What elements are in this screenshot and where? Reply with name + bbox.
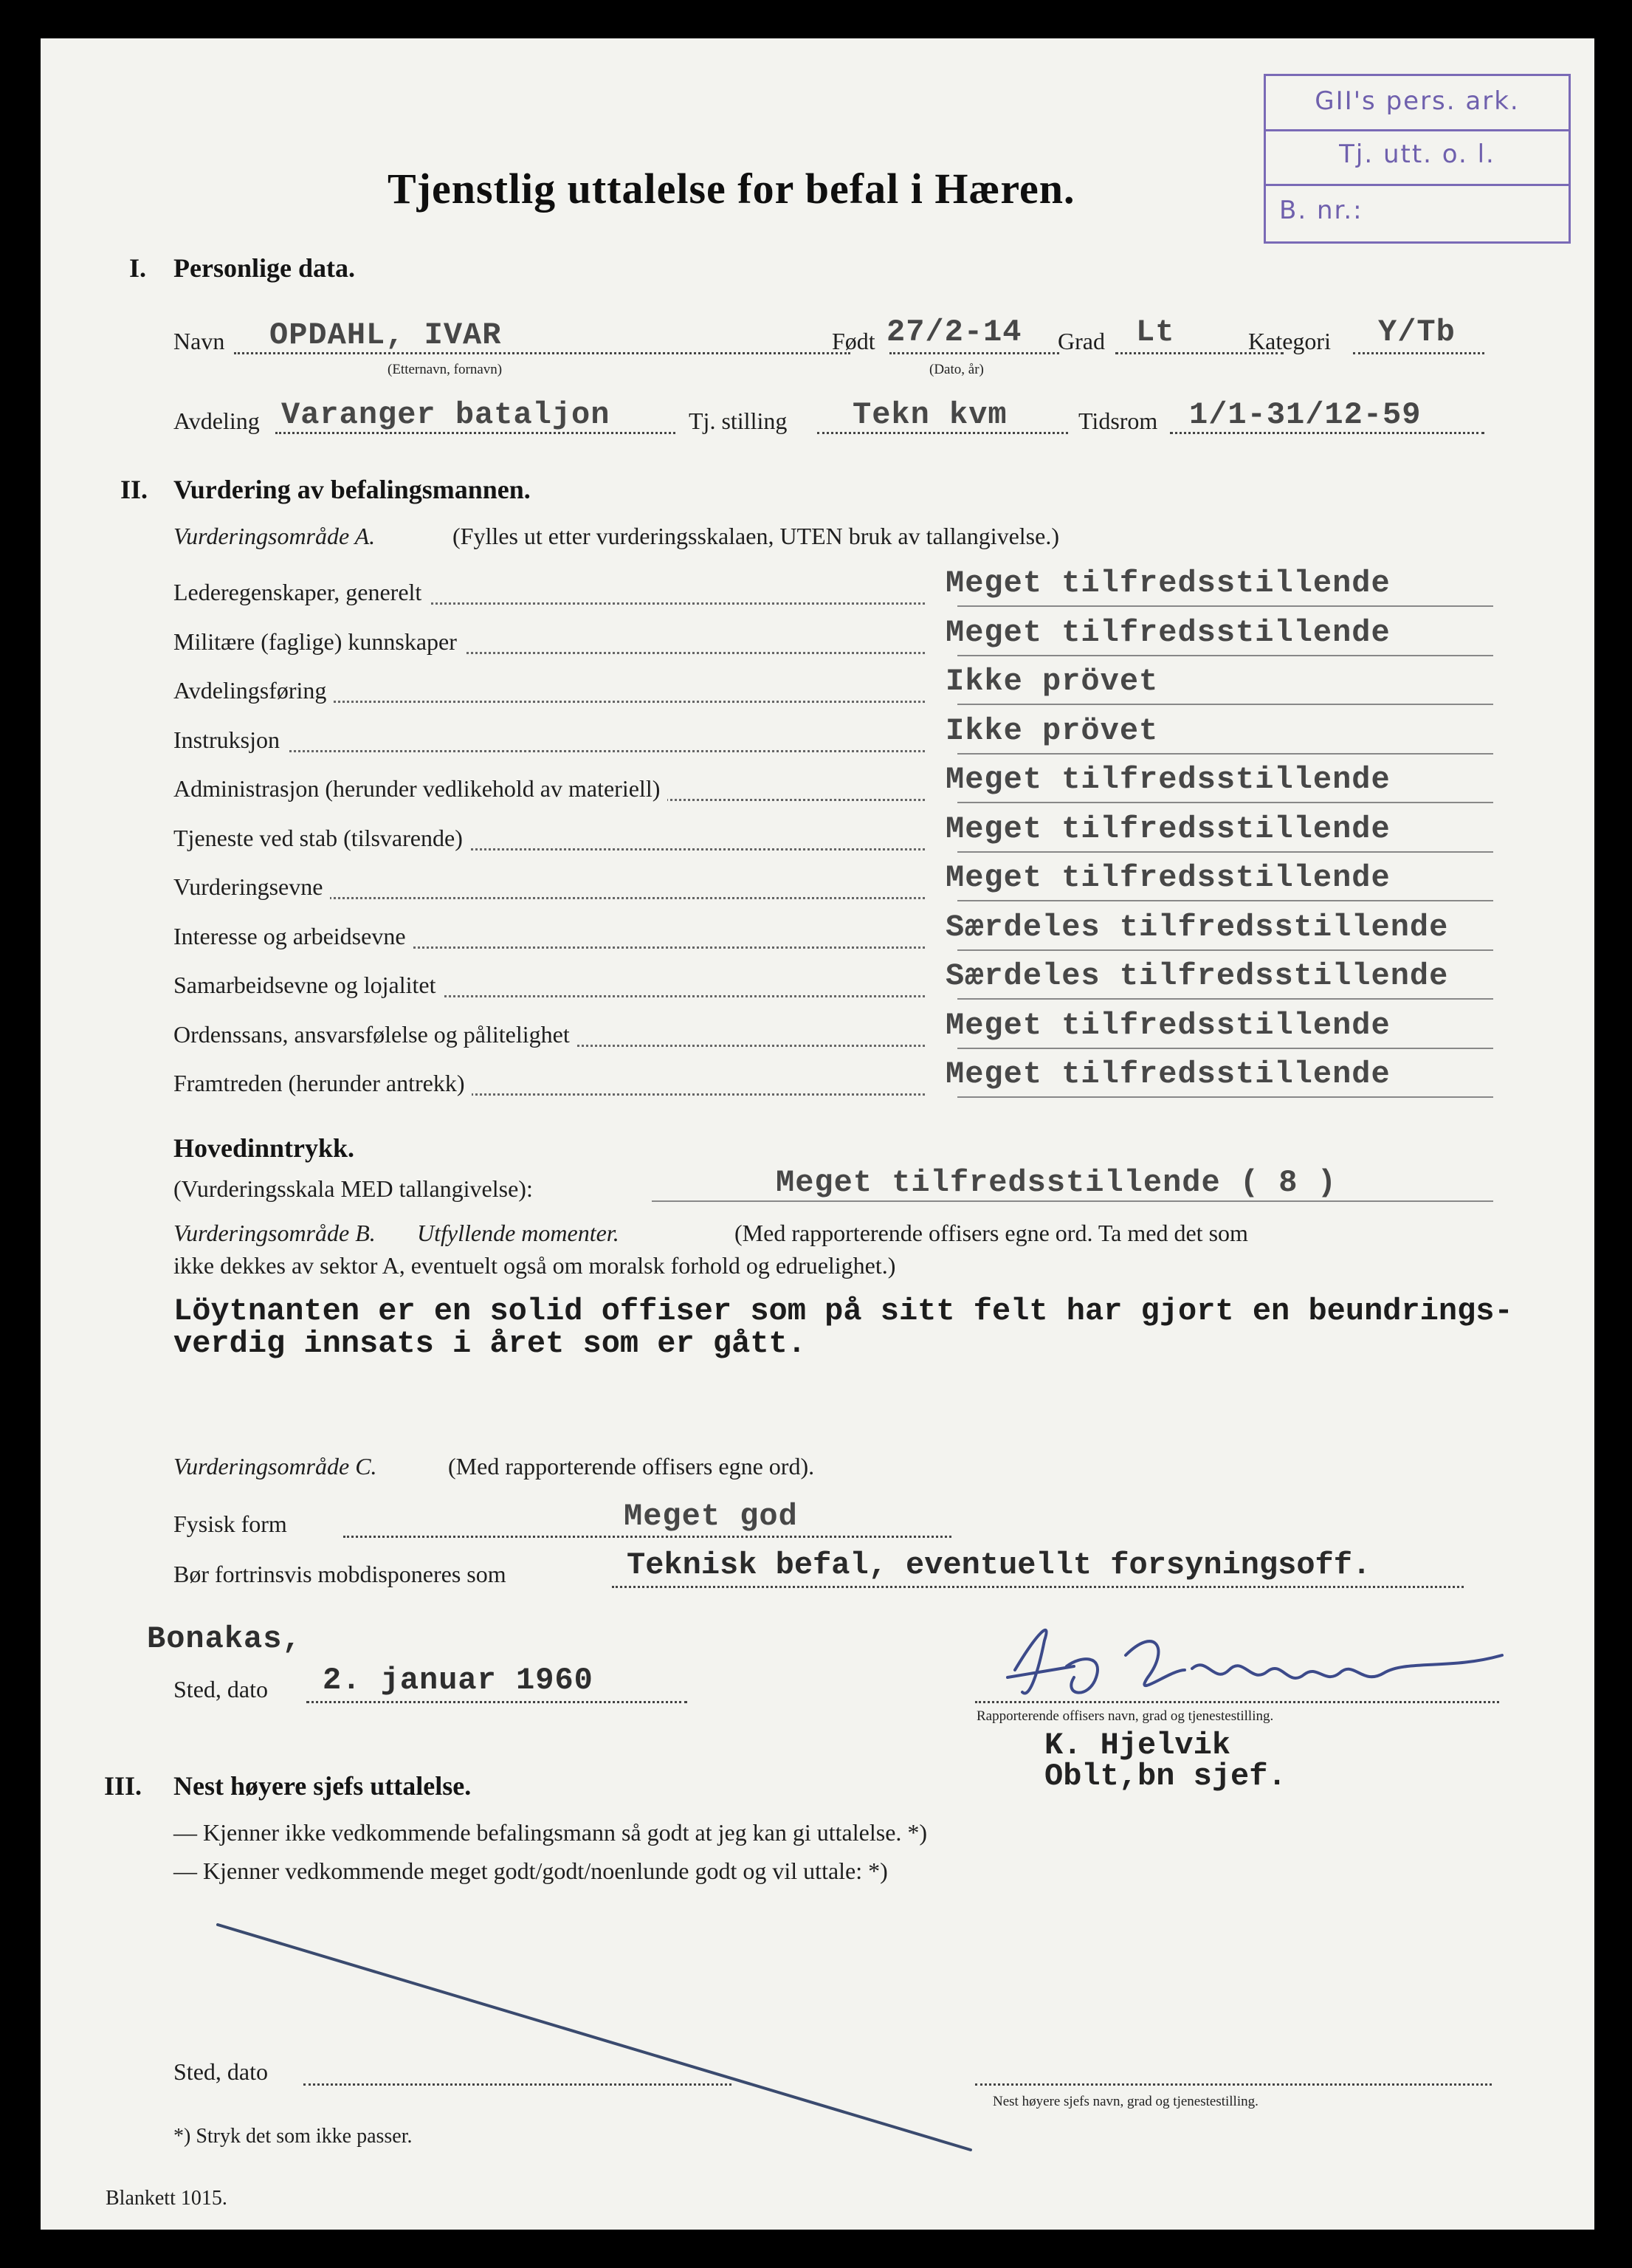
fodt-label: Født xyxy=(832,328,875,354)
rating-value: Meget tilfredsstillende xyxy=(946,762,1391,797)
reporter-hint: Rapporterende offisers navn, grad og tjenestestilling. xyxy=(977,1708,1274,1724)
form-sheet xyxy=(41,38,1594,2230)
area-b-note-1: (Med rapporterende offisers egne ord. Ta med det som xyxy=(734,1220,1248,1246)
fysisk-label: Fysisk form xyxy=(173,1511,287,1537)
kategori-label: Kategori xyxy=(1248,328,1331,354)
navn-hint: (Etternavn, fornavn) xyxy=(388,362,503,377)
section-2-heading: Vurdering av befalingsmannen. xyxy=(173,475,531,504)
rating-value: Meget tilfredsstillende xyxy=(946,614,1391,650)
reporter-title: Oblt,bn sjef. xyxy=(1044,1759,1287,1794)
rating-label: Lederegenskaper, generelt xyxy=(173,579,429,606)
stamp-line-2: Tj. utt. o. l. xyxy=(1339,140,1495,169)
area-b-label-2: Utfyllende momenter. xyxy=(417,1220,619,1246)
stilling-value: Tekn kvm xyxy=(853,397,1008,433)
grad-label: Grad xyxy=(1058,328,1105,354)
section-1-heading: Personlige data. xyxy=(173,253,355,283)
place-typed: Bonakas, xyxy=(147,1621,302,1657)
section-3-option-2: — Kjenner vedkommende meget godt/godt/noenlunde godt og vil uttale: *) xyxy=(173,1858,888,1884)
mob-value: Teknisk befal, eventuellt forsyningsoff. xyxy=(627,1547,1371,1583)
area-b-label: Vurderingsområde B. xyxy=(173,1220,376,1246)
stamp-line-3: B. nr.: xyxy=(1279,196,1363,225)
stilling-label: Tj. stilling xyxy=(689,408,788,434)
sted-dato-value: 2. januar 1960 xyxy=(323,1663,593,1698)
avdeling-value: Varanger bataljon xyxy=(281,397,610,433)
rating-label: Vurderingsevne xyxy=(173,873,330,901)
section-1-number: I. xyxy=(129,253,147,283)
hovedinntrykk-label: (Vurderingsskala MED tallangivelse): xyxy=(173,1175,533,1202)
reporter-name: K. Hjelvik xyxy=(1044,1728,1231,1763)
rating-label: Avdelingsføring xyxy=(173,677,334,704)
section-3-option-1: — Kjenner ikke vedkommende befalingsmann så godt at jeg kan gi uttalelse. *) xyxy=(173,1819,928,1846)
rating-label: Ordenssans, ansvarsfølelse og pålitelighet xyxy=(173,1021,577,1048)
hovedinntrykk-heading: Hovedinntrykk. xyxy=(173,1133,355,1163)
rating-value: Meget tilfredsstillende xyxy=(946,1056,1391,1092)
section-2-number: II. xyxy=(120,475,148,504)
rating-label: Militære (faglige) kunnskaper xyxy=(173,628,464,656)
rating-value: Særdeles tilfredsstillende xyxy=(946,958,1449,994)
tidsrom-label: Tidsrom xyxy=(1078,408,1158,434)
archive-stamp xyxy=(1264,74,1571,244)
hovedinntrykk-value: Meget tilfredsstillende ( 8 ) xyxy=(776,1165,1337,1200)
reporter-signature xyxy=(993,1611,1509,1714)
form-number: Blankett 1015. xyxy=(106,2187,227,2210)
chief-hint: Nest høyere sjefs navn, grad og tjenestestilling. xyxy=(993,2094,1259,2109)
rating-value: Særdeles tilfredsstillende xyxy=(946,909,1449,945)
rating-value: Ikke prövet xyxy=(946,712,1159,749)
area-a-label: Vurderingsområde A. xyxy=(173,523,376,549)
area-c-label: Vurderingsområde C. xyxy=(173,1453,377,1480)
sted-dato-label: Sted, dato xyxy=(173,1676,268,1702)
grad-value: Lt xyxy=(1136,315,1175,350)
footnote: *) Stryk det som ikke passer. xyxy=(173,2125,413,2148)
fodt-value: 27/2-14 xyxy=(886,315,1022,350)
rating-value: Ikke prövet xyxy=(946,664,1159,699)
area-c-note: (Med rapporterende offisers egne ord). xyxy=(448,1453,815,1480)
rating-value: Meget tilfredsstillende xyxy=(946,811,1391,847)
rating-label: Administrasjon (herunder vedlikehold av materiell) xyxy=(173,775,667,803)
area-b-text-2: verdig innsats i året som er gått. xyxy=(173,1326,806,1361)
rating-label: Tjeneste ved stab (tilsvarende) xyxy=(173,825,470,852)
navn-value: OPDAHL, IVAR xyxy=(269,317,502,353)
rating-value: Meget tilfredsstillende xyxy=(946,1007,1391,1043)
navn-label: Navn xyxy=(173,328,225,354)
section-3-sted-label: Sted, dato xyxy=(173,2058,268,2085)
avdeling-label: Avdeling xyxy=(173,408,260,434)
area-b-note-2: ikke dekkes av sektor A, eventuelt også om moralsk forhold og edruelighet.) xyxy=(173,1252,896,1279)
rating-label: Framtreden (herunder antrekk) xyxy=(173,1070,472,1097)
rating-label: Samarbeidsevne og lojalitet xyxy=(173,972,443,999)
fysisk-value: Meget god xyxy=(624,1499,798,1534)
fodt-hint: (Dato, år) xyxy=(929,362,984,377)
rating-value: Meget tilfredsstillende xyxy=(946,860,1391,896)
kategori-value: Y/Tb xyxy=(1378,315,1456,350)
section-3-number: III. xyxy=(104,1771,142,1801)
form-title: Tjenstlig uttalelse for befal i Hæren. xyxy=(388,165,1075,213)
section-3-heading: Nest høyere sjefs uttalelse. xyxy=(173,1771,472,1801)
area-a-note: (Fylles ut etter vurderingsskalaen, UTEN bruk av tallangivelse.) xyxy=(452,523,1059,549)
area-b-text-1: Löytnanten er en solid offiser som på sitt felt har gjort en beundrings- xyxy=(173,1293,1513,1329)
stamp-line-1: GII's pers. ark. xyxy=(1315,86,1520,116)
mob-label: Bør fortrinsvis mobdisponeres som xyxy=(173,1561,506,1587)
rating-label: Interesse og arbeidsevne xyxy=(173,923,413,950)
rating-label: Instruksjon xyxy=(173,726,287,754)
rating-value: Meget tilfredsstillende xyxy=(946,566,1391,601)
tidsrom-value: 1/1-31/12-59 xyxy=(1189,397,1422,433)
